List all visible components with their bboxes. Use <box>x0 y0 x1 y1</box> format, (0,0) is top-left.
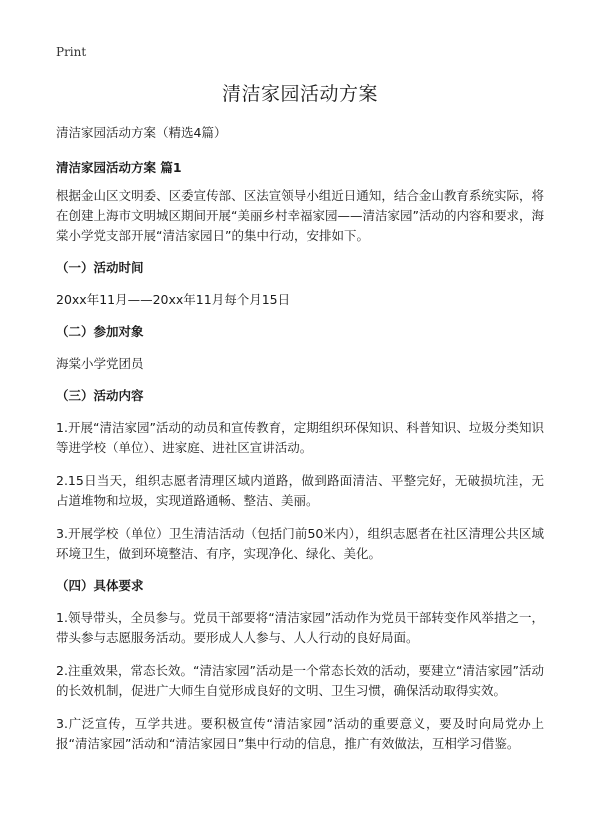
section-paragraph: 1.开展“清洁家园”活动的动员和宣传教育，定期组织环保知识、科普知识、垃圾分类知识等进学校（单位）、进家庭、进社区宣讲活动。 <box>56 420 544 455</box>
section-paragraph: 2.15日当天，组织志愿者清理区域内道路，做到路面清洁、平整完好，无破损坑洼，无占道堆物和垃圾，实现道路通畅、整洁、美丽。 <box>56 473 544 508</box>
section-heading: （二）参加对象 <box>56 324 144 339</box>
intro-paragraph: 根据金山区文明委、区委宣传部、区法宣领导小组近日通知，结合金山教育系统实际，将在创建上海市文明城区期间开展“美丽乡村幸福家园——清洁家园”活动的内容和要求，海棠小学党支部开展“清洁家园日”的集中行动，安排如下。 <box>56 188 544 243</box>
section-paragraph: 2.注重效果，常态长效。“清洁家园”活动是一个常态长效的活动，要建立“清洁家园”活动的长效机制，促进广大师生自觉形成良好的文明、卫生习惯，确保活动取得实效。 <box>56 663 544 698</box>
section-heading: （四）具体要求 <box>56 578 144 593</box>
section-requirements <box>56 577 544 754</box>
section-paragraph: 20xx年11月——20xx年11月每个月15日 <box>56 292 291 307</box>
section-paragraph: 3.开展学校（单位）卫生清洁活动（包括门前50米内），组织志愿者在社区清理公共区域环境卫生，做到环境整洁、有序，实现净化、绿化、美化。 <box>56 526 544 561</box>
document-subtitle: 清洁家园活动方案（精选4篇） <box>56 125 227 140</box>
section-heading: （一）活动时间 <box>56 260 144 275</box>
document-title: 清洁家园活动方案 <box>221 83 378 105</box>
section-participants <box>56 323 544 374</box>
section-paragraph: 1.领导带头，全员参与。党员干部要将“清洁家园”活动作为党员干部转变作风举措之一，带头参与志愿服务活动。要形成人人参与、人人行动的良好局面。 <box>56 610 544 645</box>
section-activity-time <box>56 259 544 310</box>
section-activity-content <box>56 387 544 564</box>
part-heading: 清洁家园活动方案 篇1 <box>56 160 182 175</box>
section-paragraph: 海棠小学党团员 <box>56 356 144 371</box>
section-paragraph: 3.广泛宣传，互学共进。要积极宣传“清洁家园”活动的重要意义，要及时向局党办上报“清洁家园”活动和“清洁家园日”集中行动的信息，推广有效做法，互相学习借鉴。 <box>56 716 544 751</box>
section-heading: （三）活动内容 <box>56 388 144 403</box>
print-label: Print <box>56 45 87 59</box>
